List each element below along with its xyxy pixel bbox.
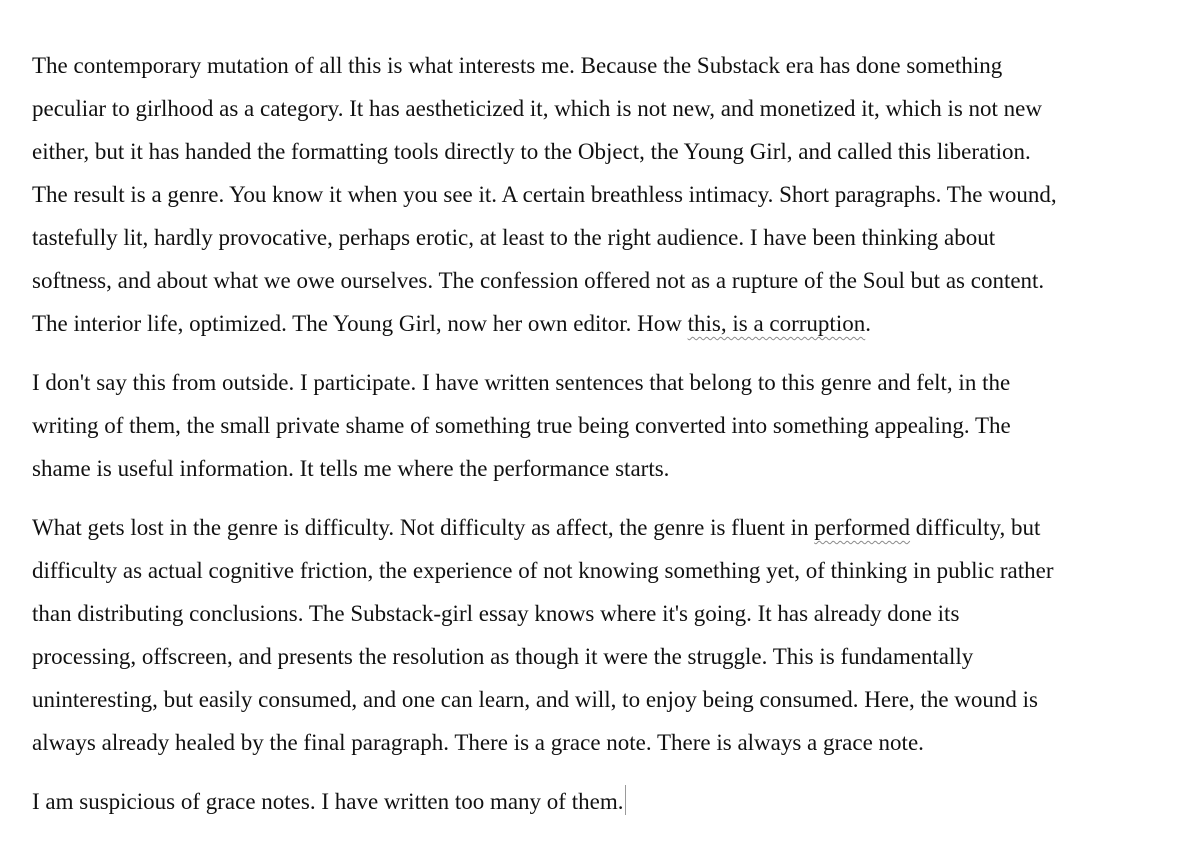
text-line: shame is useful information. It tells me where the performance starts. [32,456,670,481]
spelling-flagged-word[interactable]: performed [814,515,911,540]
grammar-flagged-phrase[interactable]: this, is a corruption [687,311,866,336]
paragraph-1 [32,44,1172,345]
text-line: either, but it has handed the formatting tools directly to the Object, the Young Girl, and called this liberation. [32,139,1031,164]
paragraph-3 [32,506,1172,764]
text-line: writing of them, the small private shame of something true being converted into something appealing. The [32,413,1011,438]
text-line: softness, and about what we owe ourselves. The confession offered not as a rupture of the Soul but as content. [32,268,1045,293]
text-line: The result is a genre. You know it when you see it. A certain breathless intimacy. Short paragraphs. The wound, [32,182,1057,207]
text-line: uninteresting, but easily consumed, and one can learn, and will, to enjoy being consumed. Here, the wound is [32,687,1039,712]
text-line: What gets lost in the genre is difficulty. Not difficulty as affect, the genre is fluent in performed difficulty, but [32,515,1041,540]
paragraph-2 [32,361,1172,490]
document-body[interactable] [32,44,1172,823]
text-line: peculiar to girlhood as a category. It has aestheticized it, which is not new, and monetized it, which is not new [32,96,1043,121]
text-line: The interior life, optimized. The Young Girl, now her own editor. How this, is a corruption. [32,311,871,336]
text-cursor [625,785,626,815]
text-line: I don't say this from outside. I participate. I have written sentences that belong to this genre and felt, in the [32,370,1011,395]
text-line: The contemporary mutation of all this is what interests me. Because the Substack era has done something [32,53,1003,78]
text-line: difficulty as actual cognitive friction, the experience of not knowing something yet, of thinking in public rather [32,558,1054,583]
paragraph-4 [32,780,1172,823]
text-line: always already healed by the final paragraph. There is a grace note. There is always a grace note. [32,730,924,755]
text-line: I am suspicious of grace notes. I have written too many of them. [32,780,1172,823]
text-line: tastefully lit, hardly provocative, perhaps erotic, at least to the right audience. I have been thinking about [32,225,996,250]
text-line: than distributing conclusions. The Substack-girl essay knows where it's going. It has already done its [32,601,960,626]
text-line: processing, offscreen, and presents the resolution as though it were the struggle. This is fundamentally [32,644,974,669]
